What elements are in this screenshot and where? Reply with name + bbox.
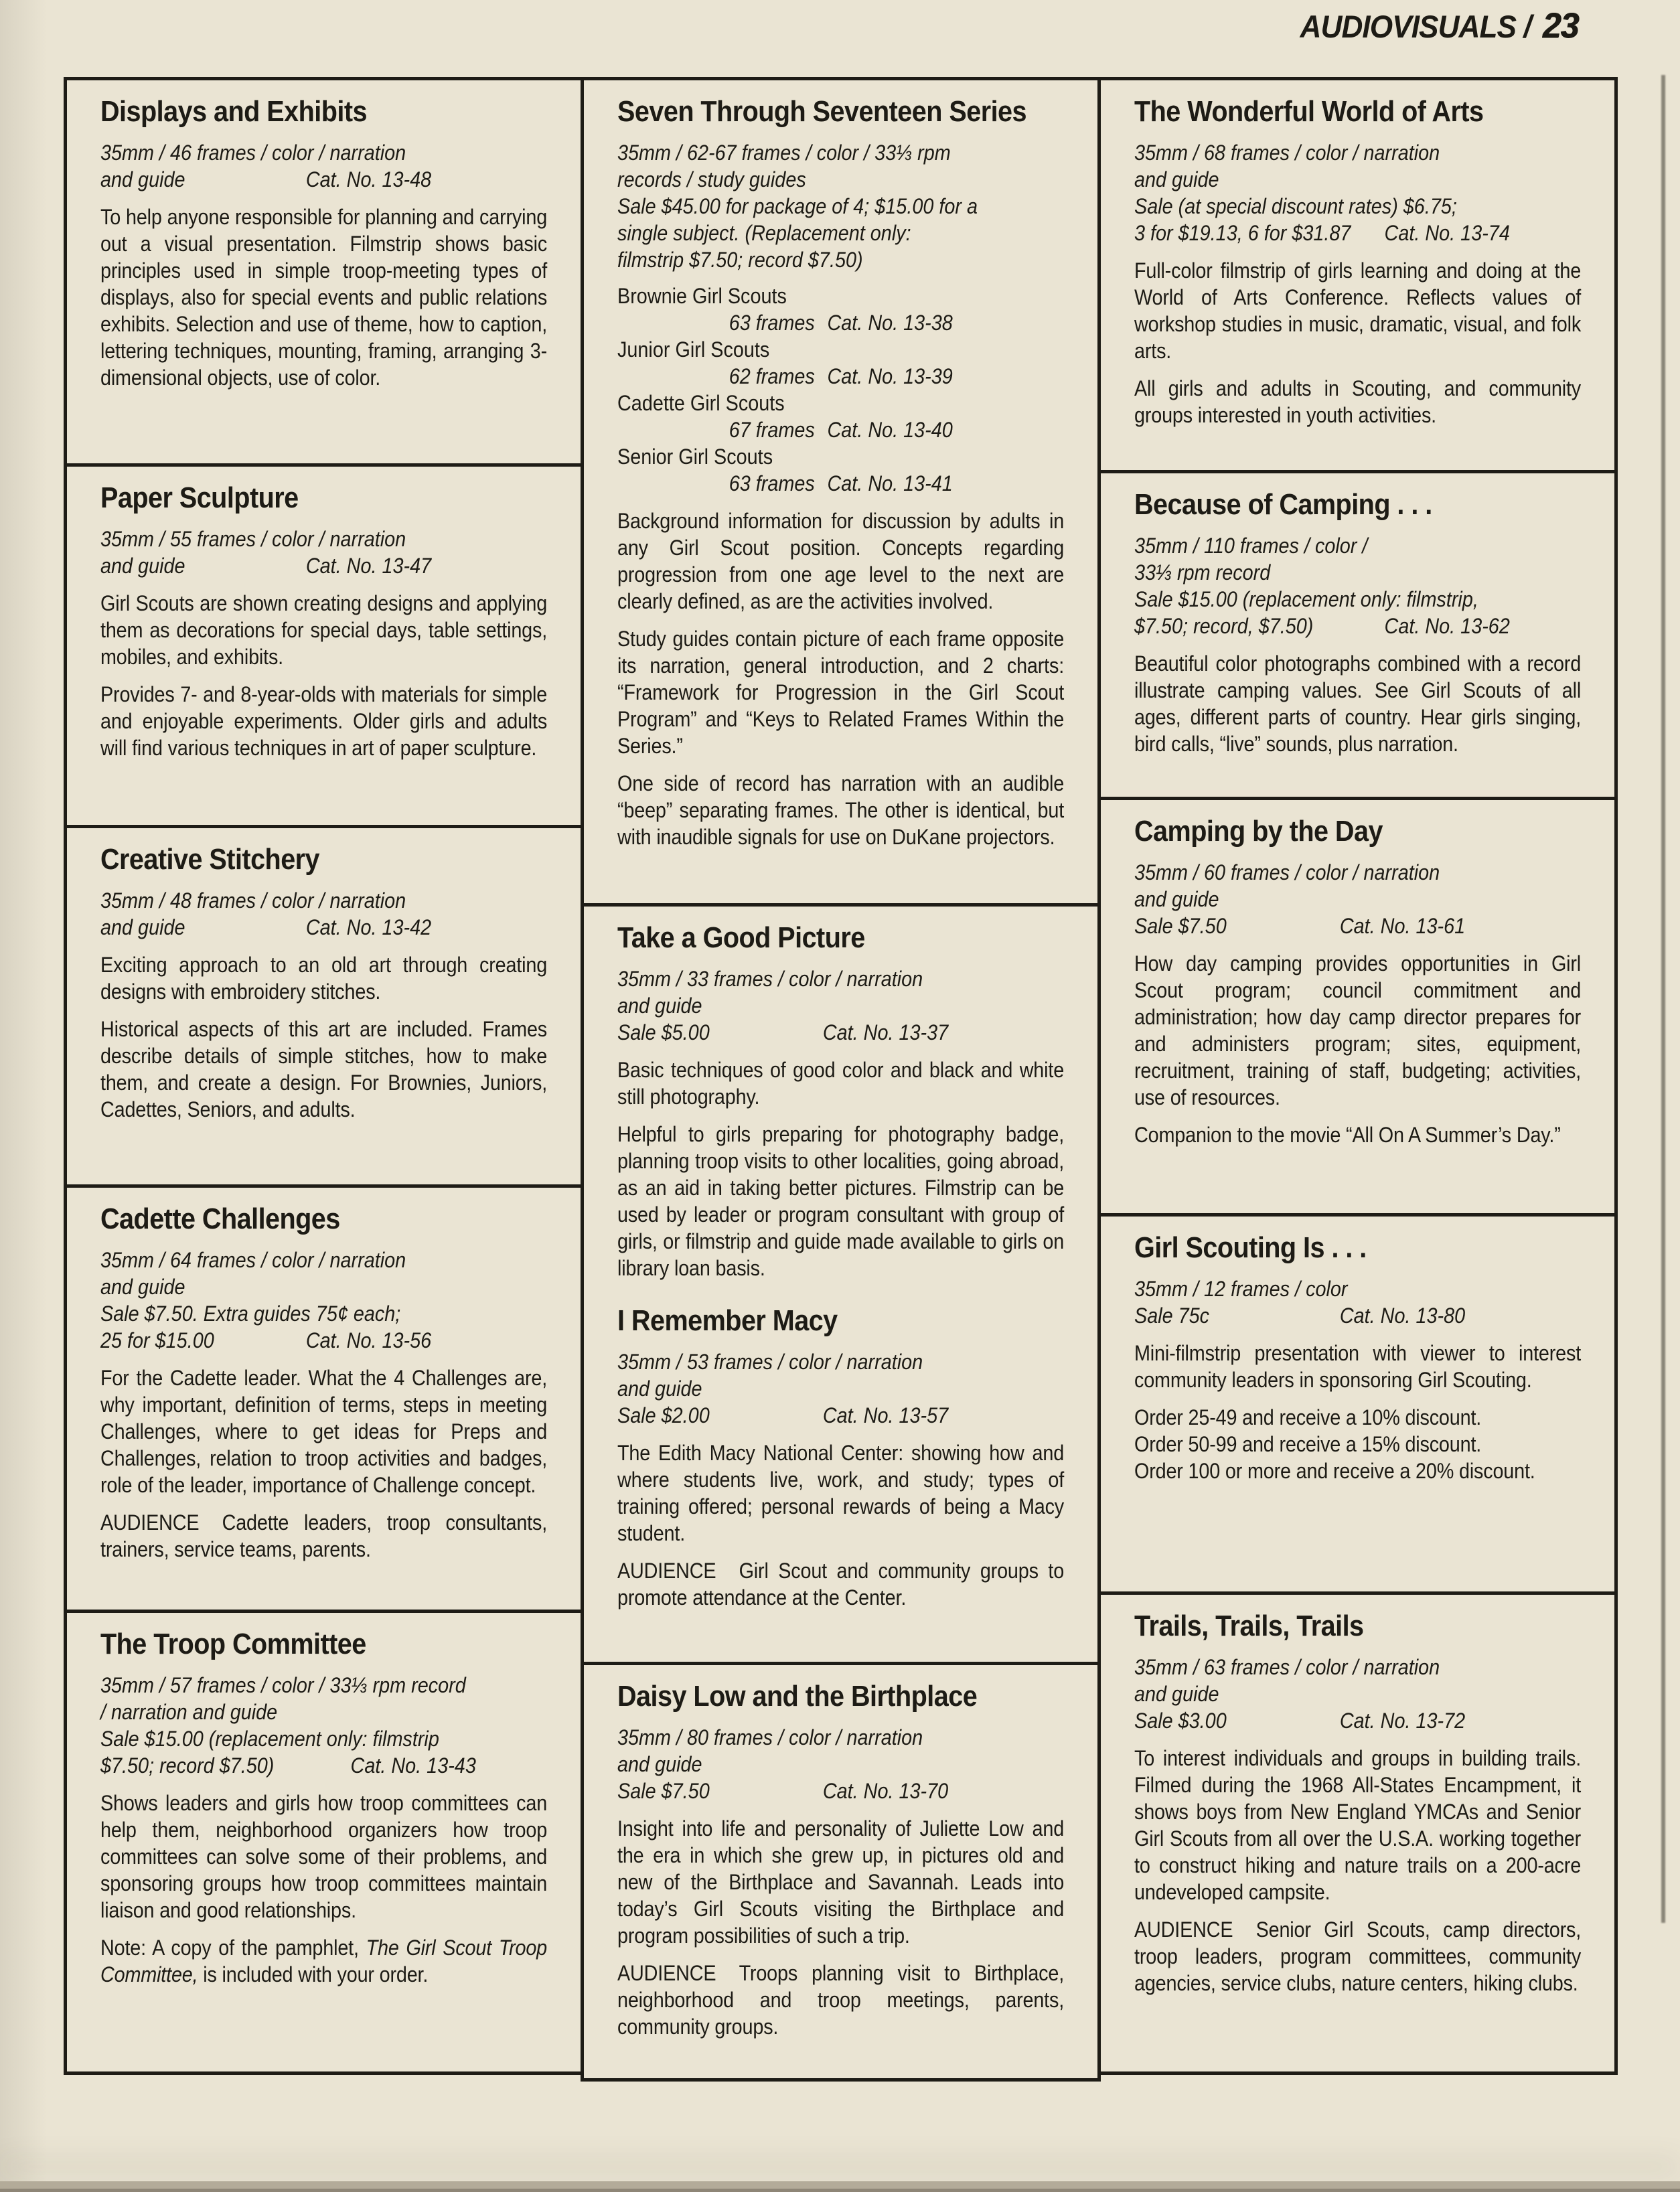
- paragraph-text: Girl Scouts are shown creating designs and applying them as decorations for special days, table settings, mobiles, and exhibits.: [100, 591, 548, 669]
- spec-line: [617, 193, 1064, 220]
- catalog-entry: [617, 1304, 1064, 1611]
- order-line: Order 100 or more and receive a 20% discount.: [1134, 1459, 1535, 1483]
- spec-text: 35mm / 62-67 frames / color / 33⅓ rpm: [617, 141, 951, 165]
- paragraph: [100, 1364, 547, 1498]
- spec-text: 35mm / 63 frames / color / narration: [1134, 1655, 1440, 1679]
- catalog-box: [64, 1184, 584, 1613]
- catalog-entry: [100, 1628, 547, 1988]
- spec-text: records / study guides: [617, 167, 806, 191]
- spec-line: [1134, 1302, 1581, 1329]
- paragraph-text: The Edith Macy National Center: showing how and where students live, work, and study; types of training offered; personal rewards of being a Macy student.: [617, 1441, 1065, 1545]
- paragraph-text: Girl Scout and community groups to promote attendance at the Center.: [617, 1559, 1065, 1610]
- paragraph: [617, 1121, 1064, 1281]
- catalog-number: Cat. No. 13-40: [827, 418, 953, 442]
- paragraph: [1134, 650, 1581, 757]
- paragraph-text: Basic techniques of good color and black and white still photography.: [617, 1058, 1065, 1109]
- paragraph: [617, 1815, 1064, 1949]
- scan-bottom-edge-line: [0, 2189, 1680, 2192]
- spec-text: $7.50; record $7.50): [100, 1753, 275, 1778]
- page-header: [1300, 7, 1578, 46]
- spec-line: [1134, 1680, 1581, 1707]
- spec-text: Sale (at special discount rates) $6.75;: [1134, 194, 1457, 218]
- spec-line: [617, 220, 1064, 246]
- entry-specs: [1134, 1275, 1581, 1329]
- spec-text: and guide: [617, 1752, 702, 1776]
- series-item-name: Cadette Girl Scouts: [617, 391, 785, 415]
- entry-title: Because of Camping . . .: [1134, 488, 1432, 521]
- paragraph: [100, 204, 547, 391]
- catalog-box: [64, 1610, 584, 2075]
- paragraph: [617, 625, 1064, 759]
- spec-text: and guide: [100, 554, 185, 578]
- spec-line: [617, 1724, 1064, 1751]
- spec-text: and guide: [617, 994, 702, 1018]
- catalog-number: Cat. No. 13-41: [827, 471, 953, 495]
- spec-line: [100, 1327, 547, 1354]
- spec-line: [1134, 532, 1581, 559]
- spec-line: [1134, 139, 1581, 166]
- entry-title: Take a Good Picture: [617, 921, 865, 954]
- entry-specs: [1134, 139, 1581, 246]
- spec-text: 35mm / 60 frames / color / narration: [1134, 860, 1440, 884]
- catalog-box: [1097, 797, 1618, 1217]
- box-content: [1134, 1231, 1581, 1484]
- paragraph-text: Insight into life and personality of Juliette Low and the era in which she grew up, in pictures old and new of the Birthplace and Savannah. Leads into today’s Girl Scouts visiting the Birthplace and program possibilities of such a trip.: [617, 1816, 1065, 1948]
- paragraph: [1134, 375, 1581, 428]
- spec-text: / narration and guide: [100, 1700, 278, 1724]
- series-item-frames: 63 frames: [729, 311, 815, 335]
- catalog-box: [581, 903, 1101, 1665]
- series-item-frames: 63 frames: [729, 471, 815, 495]
- catalog-box: [581, 77, 1101, 907]
- paragraph: [1134, 1340, 1581, 1393]
- entry-title: Cadette Challenges: [100, 1202, 340, 1235]
- spec-text: 35mm / 80 frames / color / narration: [617, 1725, 923, 1749]
- paragraph-text: Note: A copy of the pamphlet,: [100, 1936, 366, 1960]
- paragraph: [100, 681, 547, 761]
- paragraph-text: Mini-filmstrip presentation with viewer to interest community leaders in sponsoring Girl Scouting.: [1134, 1341, 1582, 1392]
- spec-line: [100, 166, 547, 193]
- entry-title: Daisy Low and the Birthplace: [617, 1680, 978, 1713]
- paragraph-text: One side of record has narration with an audible “beep” separating frames. The other is identical, but with inaudible signals for use on DuKane projectors.: [617, 771, 1065, 849]
- catalog-number: Cat. No. 13-42: [305, 915, 432, 939]
- spec-text: 35mm / 33 frames / color / narration: [617, 967, 923, 991]
- spec-line: [617, 246, 1064, 273]
- spec-text: 35mm / 46 frames / color / narration: [100, 141, 406, 165]
- series-item-row: [617, 470, 1064, 497]
- spec-text: 35mm / 57 frames / color / 33⅓ rpm record: [100, 1673, 466, 1697]
- entry-title: I Remember Macy: [617, 1304, 838, 1337]
- spec-line: [617, 139, 1064, 166]
- spec-line: [100, 1725, 547, 1752]
- paragraph: [617, 507, 1064, 615]
- spec-line: [617, 166, 1064, 193]
- spec-text: Sale $5.00: [617, 1020, 710, 1044]
- paragraph-text: For the Cadette leader. What the 4 Challenges are, why important, definition of terms, steps in meeting Challenges, where to get ideas for Preps and Challenges, relation to troop activities and badges, role of the leader, importance of Challenge concept.: [100, 1366, 548, 1497]
- spec-line: [617, 1402, 1064, 1429]
- catalog-entry: [1134, 1610, 1581, 1997]
- paragraph: [1134, 1121, 1581, 1148]
- audience-label: AUDIENCE: [100, 1510, 200, 1535]
- spec-line: [1134, 586, 1581, 613]
- catalog-number: Cat. No. 13-37: [822, 1020, 949, 1044]
- catalog-entry: [100, 95, 547, 391]
- paragraph-text: Historical aspects of this art are included. Frames describe details of simple stitches, how to make them, and create a design. For Brownies, Juniors, Cadettes, Seniors, and adults.: [100, 1017, 548, 1121]
- box-content: [100, 481, 547, 761]
- spec-text: Sale 75c: [1134, 1304, 1210, 1328]
- paragraph-text: How day camping provides opportunities in Girl Scout program; council commitment and administration; how day camp director prepares for and administers program; sites, equipment, recruitment, training of staff, budgeting; activities, use of resources.: [1134, 951, 1582, 1109]
- spec-text: Sale $15.00 (replacement only: filmstrip: [100, 1727, 439, 1751]
- catalog-column: [1097, 77, 1618, 2075]
- paragraph: [1134, 1745, 1581, 1905]
- box-content: [1134, 815, 1581, 1148]
- paragraph: [100, 1934, 547, 1988]
- catalog-column: [581, 77, 1101, 2082]
- spec-line: [100, 552, 547, 579]
- page-number: 23: [1542, 6, 1578, 46]
- box-content: [1134, 95, 1581, 428]
- spec-line: [1134, 1275, 1581, 1302]
- catalog-number: Cat. No. 13-47: [305, 554, 432, 578]
- catalog-box: [64, 463, 584, 828]
- catalog-number: Cat. No. 13-38: [827, 311, 953, 335]
- spec-line: [100, 1247, 547, 1273]
- spec-line: [617, 1019, 1064, 1046]
- paragraph-text: All girls and adults in Scouting, and community groups interested in youth activities.: [1134, 376, 1582, 427]
- entry-specs: [100, 1672, 547, 1779]
- paragraph: [1134, 950, 1581, 1111]
- catalog-entry: [617, 1680, 1064, 2040]
- spec-text: and guide: [100, 167, 185, 191]
- entry-title: Girl Scouting Is . . .: [1134, 1231, 1367, 1264]
- italic-text: The Girl Scout Troop Committee,: [100, 1936, 548, 1986]
- box-content: [617, 1680, 1064, 2040]
- series-item-row: [617, 309, 1064, 336]
- spec-line: [1134, 559, 1581, 586]
- catalog-number: Cat. No. 13-70: [822, 1779, 949, 1803]
- entry-specs: [100, 526, 547, 579]
- spec-text: 35mm / 64 frames / color / narration: [100, 1248, 406, 1272]
- paragraph: [100, 1509, 547, 1563]
- catalog-box: [581, 1662, 1101, 2082]
- entry-title: Creative Stitchery: [100, 843, 320, 876]
- paragraph: [100, 1016, 547, 1123]
- catalog-entry: [617, 921, 1064, 1281]
- catalog-number: Cat. No. 13-56: [305, 1328, 432, 1352]
- paragraph: [617, 1439, 1064, 1547]
- spec-text: 35mm / 12 frames / color: [1134, 1277, 1348, 1301]
- spec-text: 35mm / 110 frames / color /: [1134, 534, 1368, 558]
- catalog-entry: [100, 481, 547, 761]
- spec-line: [617, 1375, 1064, 1402]
- spec-line: [1134, 613, 1581, 639]
- catalog-box: [1097, 1591, 1618, 2075]
- spec-text: filmstrip $7.50; record $7.50): [617, 248, 863, 272]
- catalog-number: Cat. No. 13-57: [822, 1403, 949, 1427]
- spec-line: [1134, 1707, 1581, 1734]
- entry-title: Trails, Trails, Trails: [1134, 1610, 1364, 1642]
- box-content: [617, 921, 1064, 1611]
- spec-line: [100, 1699, 547, 1725]
- series-item-frames: 62 frames: [729, 364, 815, 388]
- spec-line: [100, 139, 547, 166]
- spec-text: and guide: [1134, 887, 1219, 911]
- entry-title: Paper Sculpture: [100, 481, 299, 514]
- spec-text: Sale $45.00 for package of 4; $15.00 for a: [617, 194, 978, 218]
- spec-text: 35mm / 53 frames / color / narration: [617, 1350, 923, 1374]
- paragraph-text: To help anyone responsible for planning and carrying out a visual presentation. Filmstrip shows basic principles used in simple troop-meeting types of displays, also for special events and public relations exhibits. Selection and use of theme, how to caption, lettering techniques, mounting, framing, arranging 3-dimensional objects, use of color.: [100, 205, 548, 390]
- spec-text: Sale $7.50: [617, 1779, 710, 1803]
- catalog-number: Cat. No. 13-62: [1384, 614, 1510, 638]
- spec-text: 3 for $19.13, 6 for $31.87: [1134, 221, 1351, 245]
- spec-line: [617, 1751, 1064, 1778]
- paragraph-text: Exciting approach to an old art through creating designs with embroidery stitches.: [100, 953, 548, 1004]
- entry-title: The Troop Committee: [100, 1628, 366, 1660]
- catalog-box: [64, 825, 584, 1188]
- catalog-number: Cat. No. 13-48: [305, 167, 432, 191]
- catalog-entry: [100, 1202, 547, 1563]
- paragraph-text: Study guides contain picture of each frame opposite its narration, general introduction, and 2 charts: “Framework for Progression in the Girl Scout Program” and “Keys to Related Frames Within the Series.”: [617, 627, 1065, 758]
- entry-specs: [100, 139, 547, 193]
- series-item-row: [617, 363, 1064, 390]
- paragraph: [617, 1960, 1064, 2040]
- entry-title: Displays and Exhibits: [100, 95, 367, 128]
- entry-specs: [1134, 1654, 1581, 1734]
- spec-text: Sale $7.50. Extra guides 75¢ each;: [100, 1302, 401, 1326]
- paragraph: [100, 1790, 547, 1924]
- paragraph: [100, 951, 547, 1005]
- paragraph-text: Helpful to girls preparing for photography badge, planning troop visits to other localities, going abroad, as an aid in taking better pictures. Filmstrip can be used by leader or program consultant with group of girls, or filmstrip and guide made available to girls on library loan basis.: [617, 1122, 1065, 1280]
- spec-line: [100, 1752, 547, 1779]
- audience-label: AUDIENCE: [617, 1961, 716, 1985]
- paragraph-text: Cadette leaders, troop consultants, trainers, service teams, parents.: [100, 1510, 548, 1561]
- paragraph: [617, 1557, 1064, 1611]
- spec-text: and guide: [100, 915, 185, 939]
- catalog-box: [1097, 470, 1618, 800]
- spec-line: [1134, 886, 1581, 913]
- entry-specs: [617, 965, 1064, 1046]
- catalog-entry: [1134, 1231, 1581, 1484]
- entry-title: The Wonderful World of Arts: [1134, 95, 1484, 128]
- entry-specs: [617, 139, 1064, 273]
- catalog-entry: [617, 95, 1064, 850]
- spec-line: [1134, 193, 1581, 220]
- spec-line: [617, 1348, 1064, 1375]
- paragraph-text: Senior Girl Scouts, camp directors, troop leaders, program committees, community agencies, service clubs, nature centers, hiking clubs.: [1134, 1917, 1582, 1995]
- order-line: Order 25-49 and receive a 10% discount.: [1134, 1405, 1482, 1429]
- spec-text: $7.50; record, $7.50): [1134, 614, 1314, 638]
- paragraph: [617, 1056, 1064, 1110]
- entry-specs: [1134, 859, 1581, 939]
- spec-text: single subject. (Replacement only:: [617, 221, 911, 245]
- spec-line: [100, 1672, 547, 1699]
- paragraph-text: Background information for discussion by adults in any Girl Scout position. Concepts regarding progression from one age level to the next are clearly defined, as are the activities involved.: [617, 509, 1065, 613]
- spec-text: Sale $2.00: [617, 1403, 710, 1427]
- entry-specs: [100, 887, 547, 941]
- paragraph-text: Beautiful color photographs combined with a record illustrate camping values. See Girl Scouts of all ages, different parts of country. Hear girls singing, bird calls, “live” sounds, plus narration.: [1134, 651, 1582, 756]
- series-item-frames: 67 frames: [729, 418, 815, 442]
- box-content: [1134, 488, 1581, 757]
- spec-line: [1134, 166, 1581, 193]
- series-item-row: [617, 416, 1064, 443]
- paragraph: [1134, 1404, 1581, 1484]
- spec-text: 25 for $15.00: [100, 1328, 214, 1352]
- catalog-number: Cat. No. 13-80: [1339, 1304, 1466, 1328]
- spec-text: Sale $15.00 (replacement only: filmstrip,: [1134, 587, 1478, 611]
- paragraph-text: Full-color filmstrip of girls learning and doing at the World of Arts Conference. Reflects values of workshop studies in music, dramatic, visual, and folk arts.: [1134, 258, 1582, 363]
- entry-specs: [100, 1247, 547, 1354]
- spec-line: [100, 1300, 547, 1327]
- spec-line: [617, 992, 1064, 1019]
- box-content: [1134, 1610, 1581, 1997]
- spec-text: and guide: [1134, 1682, 1219, 1706]
- spec-text: and guide: [100, 1275, 185, 1299]
- series-item-name: Brownie Girl Scouts: [617, 284, 787, 308]
- spec-line: [100, 914, 547, 941]
- entry-title: Camping by the Day: [1134, 815, 1383, 848]
- catalog-box: [64, 77, 584, 467]
- series-item-name: Senior Girl Scouts: [617, 445, 773, 469]
- spec-text: Sale $3.00: [1134, 1709, 1227, 1733]
- spec-text: and guide: [617, 1377, 702, 1401]
- catalog-entry: [100, 843, 547, 1123]
- box-content: [100, 95, 547, 391]
- audience-label: AUDIENCE: [1134, 1917, 1233, 1942]
- entry-specs: [617, 1724, 1064, 1804]
- spec-line: [100, 526, 547, 552]
- paragraph-text: Provides 7- and 8-year-olds with materials for simple and enjoyable experiments. Older girls and adults will find various techniques in art of paper sculpture.: [100, 682, 548, 760]
- catalog-number: Cat. No. 13-72: [1339, 1709, 1466, 1733]
- box-content: [100, 1202, 547, 1563]
- spec-line: [100, 887, 547, 914]
- box-content: [100, 843, 547, 1123]
- paragraph: [100, 590, 547, 670]
- catalog-entry: [1134, 95, 1581, 428]
- spec-text: 35mm / 48 frames / color / narration: [100, 888, 406, 913]
- spec-line: [100, 1273, 547, 1300]
- catalog-box: [1097, 77, 1618, 473]
- paragraph: [1134, 1916, 1581, 1997]
- paragraph-text: To interest individuals and groups in building trails. Filmed during the 1968 All-States Encampment, it shows boys from New England YMCAs and Senior Girl Scouts from all over the U.S.A. working together to construct hiking and nature trails on a 200-acre undeveloped campsite.: [1134, 1746, 1582, 1904]
- spec-line: [1134, 1654, 1581, 1680]
- catalog-entry: [1134, 815, 1581, 1148]
- catalog-columns: [64, 77, 1618, 2082]
- catalog-number: Cat. No. 13-61: [1339, 914, 1466, 938]
- spec-text: Sale $7.50: [1134, 914, 1227, 938]
- paragraph-text: Companion to the movie “All On A Summer’s Day.”: [1134, 1123, 1561, 1147]
- page-edge-shadow: [1661, 75, 1665, 1923]
- catalog-number: Cat. No. 13-74: [1384, 221, 1510, 245]
- order-line: Order 50-99 and receive a 15% discount.: [1134, 1432, 1482, 1456]
- series-item-name: Junior Girl Scouts: [617, 337, 770, 362]
- spec-line: [1134, 220, 1581, 246]
- spec-text: 35mm / 55 frames / color / narration: [100, 527, 406, 551]
- paragraph-text: Shows leaders and girls how troop committees can help them, neighborhood organizers how troop committees can solve some of their problems, and sponsoring groups how troop committees maintain liaison and good relationships.: [100, 1791, 548, 1922]
- catalog-column: [64, 77, 584, 2075]
- catalog-number: Cat. No. 13-43: [350, 1753, 476, 1778]
- spec-text: and guide: [1134, 167, 1219, 191]
- spec-text: 35mm / 68 frames / color / narration: [1134, 141, 1440, 165]
- entry-specs: [1134, 532, 1581, 639]
- spec-line: [1134, 859, 1581, 886]
- spec-line: [617, 1778, 1064, 1804]
- paragraph-text: is included with your order.: [198, 1962, 429, 1986]
- catalog-number: Cat. No. 13-39: [827, 364, 953, 388]
- entry-specs: [617, 1348, 1064, 1429]
- catalog-entry: [1134, 488, 1581, 757]
- paragraph-text: Troops planning visit to Birthplace, neighborhood and troop meetings, parents, community groups.: [617, 1961, 1065, 2039]
- box-content: [617, 95, 1064, 850]
- catalog-box: [1097, 1213, 1618, 1595]
- box-content: [100, 1628, 547, 1988]
- audience-label: AUDIENCE: [617, 1559, 716, 1583]
- entry-title: Seven Through Seventeen Series: [617, 95, 1027, 128]
- spec-line: [1134, 913, 1581, 939]
- spec-text: 33⅓ rpm record: [1134, 560, 1271, 584]
- paragraph: [1134, 257, 1581, 364]
- spec-line: [617, 965, 1064, 992]
- paragraph: [617, 770, 1064, 850]
- page-header-title: AUDIOVISUALS /: [1300, 9, 1531, 44]
